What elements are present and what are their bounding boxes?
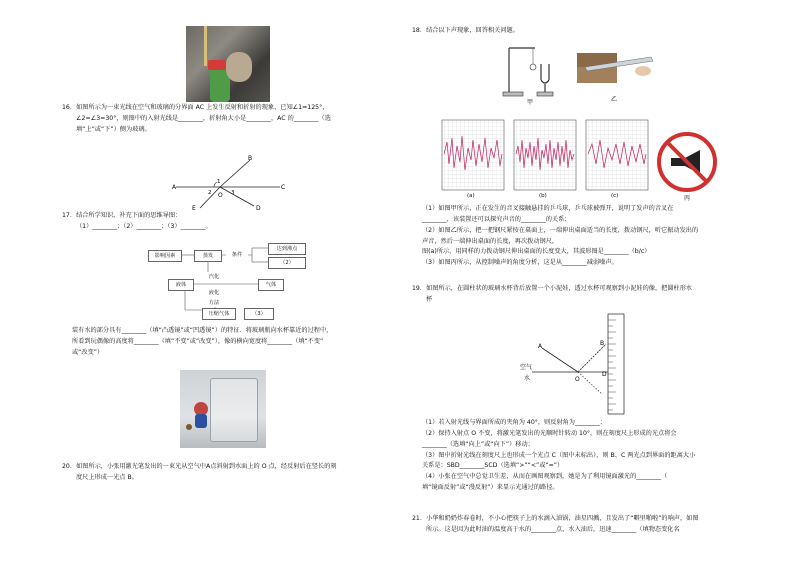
question-21: [412, 514, 752, 536]
question-text: 图(a)所示，用同样的力拨动钢尺伸出桌面的长度变大，其波形图是________（b/c）: [422, 248, 651, 256]
question-number: 19．: [412, 285, 427, 292]
question-text: 填“镜面反射”或“漫反射”）来显示光通过的路径。: [422, 484, 559, 492]
question-number: 18．: [412, 27, 427, 34]
label-B: B: [600, 340, 605, 347]
waveform-b: [514, 120, 576, 190]
spray-bottle-photo: [186, 26, 270, 102]
label-yi: 乙: [611, 96, 618, 103]
question-text: 杯: [426, 295, 433, 303]
question-text: 或“改变”）: [72, 348, 104, 356]
label-C: C: [281, 184, 286, 191]
question-text: （3）如图丙所示，从控制噪声的角度分析，这是从________减弱噪声。: [422, 259, 618, 267]
question-text: （2）保持入射点 O 不变，将激光笔发出的光顺时针转动 10°，则在刻度尺上形成的光点将会: [422, 429, 677, 437]
question-19-body: [422, 418, 752, 494]
wave-label-c: (c): [611, 193, 619, 199]
label-B: B: [248, 155, 253, 162]
question-text: 关系是：SBD________SCD（选填“>”“<”或“=”）: [422, 462, 564, 470]
question-text: （2）如图乙所示，把一把钢尺紧按在桌面上，一端伸出桌面适当的长度，拨动钢尺，听它振动发出的: [422, 226, 699, 234]
label-D: D: [602, 371, 607, 378]
question-text: ________（选填“向上”或“向下”）移动；: [422, 440, 534, 448]
question-text: 小华和奶奶炸春卷时，不小心把筷子上的水滴入油锅，油星四溅，且发出了“噼里啪啦”的响声，如图: [426, 515, 699, 522]
question-text: 所看到玩偶像的高度将________（填“不变”或“改变”），像的横向宽度将________（填“不变”: [72, 337, 324, 345]
laser-reflection-diagram: [520, 312, 630, 416]
question-20: [62, 462, 392, 484]
question-18: [412, 26, 752, 37]
box-boiling-point: 达到沸点: [268, 243, 306, 255]
ruler-on-table: [575, 45, 655, 105]
question-16: [62, 103, 392, 136]
question-number: 20．: [62, 463, 77, 470]
question-text: 如图所示，小张用激光笔发出的一束光从空气中A点斜射到水面上的 O 点，经反射后在竖长的刻: [76, 463, 337, 470]
label-E: E: [192, 205, 196, 212]
label-A: A: [172, 184, 177, 191]
question-text: 结合以下声现象，回答相关问题。: [426, 27, 519, 34]
angle-3: 3: [231, 190, 235, 196]
box-blank-3: （3）: [244, 308, 274, 320]
box-liquefy: 液化: [202, 288, 226, 297]
waveform-graphs: [440, 118, 650, 202]
label-A: A: [538, 343, 543, 350]
question-text: 所示。这是因为此时油的温度高于水的________点，水入油后，迅速________（填物态变化名: [426, 525, 680, 533]
label-air: 空气: [520, 364, 533, 371]
question-text: （3）图中折射光线在刻度尺上也形成一个光点 C（图中未标出），则 B、C 两光点到界面的距离大小: [422, 451, 696, 459]
question-text: 如图所示，在圆柱状的玻璃水杯背后放置一个小泥娃，透过水杯可观察到小泥娃的像，把圆柱形水: [426, 285, 693, 292]
label-O: O: [575, 376, 580, 383]
waveform-a: [442, 120, 504, 190]
question-text: （1）如图甲所示，正在发生的音叉接触悬挂的乒乓球，乒乓球被弹开，说明了发声的音叉在: [422, 205, 674, 212]
box-blank-2: （2）: [268, 257, 306, 269]
question-text: 填“上”或“下”）侧为玻璃。: [76, 125, 151, 133]
label-jia: 甲: [527, 99, 534, 106]
mind-map: [140, 240, 340, 320]
box-condition: 条件: [226, 250, 248, 260]
no-horn-sign: [654, 130, 720, 202]
question-text: ∠2=∠3=30°，则图中的入射光线是________，折射角大小是________，AC 的________（选: [76, 114, 331, 122]
tuning-fork-apparatus: [495, 42, 565, 106]
waveform-panels: [440, 118, 650, 202]
question-text: 如图所示为一束光线在空气和玻璃的分界面 AC 上发生反射和折射的现象，已知∠1=125°，: [76, 104, 329, 111]
angle-2: 2: [208, 190, 212, 196]
question-text: 声音，然后一端伸出桌面的长度，再次拨动钢尺，: [422, 237, 559, 245]
question-text: （1）若入射光线与界面所成的夹角为 40°，则反射角为________；: [422, 419, 606, 426]
box-method: 方法: [202, 298, 226, 307]
question-18-body: [422, 204, 752, 269]
box-influencing-factors: 影响因素: [148, 250, 182, 262]
box-liquid: 液体: [168, 279, 194, 291]
ruler-scale: [608, 314, 624, 414]
question-text: 度尺上形成一光点 B。: [76, 473, 138, 481]
label-water: 水: [524, 375, 531, 382]
question-number: 17．: [62, 212, 77, 219]
question-17-continued: [72, 326, 392, 359]
wave-label-b: (b): [539, 193, 547, 199]
refraction-diagram: [168, 152, 288, 212]
question-text: ________，该装置还可以探究声音的________的关系；: [422, 215, 571, 223]
question-17: [62, 211, 392, 233]
label-O: O: [218, 192, 223, 199]
question-text: 结合所学知识，补充下面的思维导图：: [76, 212, 182, 219]
box-vaporize: 汽化: [202, 272, 226, 281]
angle-1: 1: [217, 179, 221, 185]
question-text: 装有水的部分具有________（填“凸透镜”或“凹透镜”）的特征．将玻璃瓶向水杯靠近的过程中，: [72, 327, 333, 334]
label-bing: 丙: [684, 195, 691, 202]
label-D: D: [256, 205, 261, 212]
question-number: 21．: [412, 515, 427, 522]
box-evaporation: 蒸发: [194, 250, 222, 262]
waveform-c: [586, 120, 648, 190]
box-gas: 气体: [258, 279, 284, 291]
question-text: （4）小张在空气中总觉卫生差，从而在画图观察到，她是为了利用镜面激光的________（: [422, 473, 668, 481]
glass-and-doll-photo: [180, 370, 266, 448]
question-number: 16．: [62, 104, 77, 111]
box-compress-gas: 压缩气体: [202, 308, 236, 320]
wave-label-a: (a): [467, 193, 475, 199]
question-text: （1）________；（2）________；（3）________。: [76, 222, 212, 230]
question-19: [412, 284, 752, 306]
